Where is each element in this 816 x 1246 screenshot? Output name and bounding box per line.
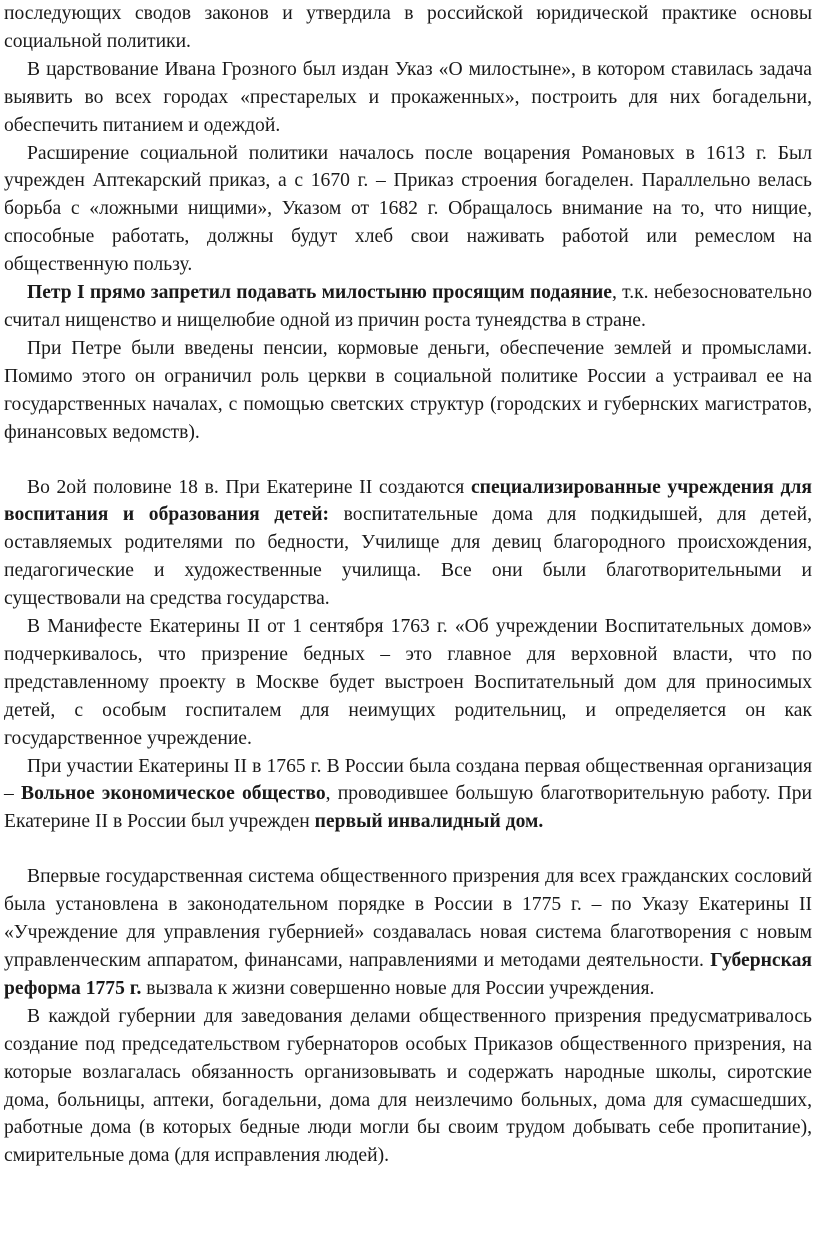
- bold-phrase-society: Вольное экономическое общество: [21, 783, 326, 805]
- paragraph-continuation: последующих сводов законов и утвердила в российской юридической практике основы социальной политики.: [4, 3, 812, 52]
- paragraph-reform-1775: [4, 863, 812, 1003]
- bold-phrase-institutions: специализированные учреждения для воспитания и образования детей:: [4, 476, 812, 526]
- paragraph-reform-start: Впервые государственная система общественного призрения для всех гражданских сословий была установлена в законодательном порядке в России в 1775 г. – по Указу Екатерины II «Учреждение для управления губернией» создавалась новая система благотворения с новым управленческим аппаратом, финансами, направлениями и методами деятельности.: [4, 866, 812, 971]
- paragraph-romanovs: Расширение социальной политики началось после воцарения Романовых в 1613 г. Был учрежден Аптекарский приказ, а с 1670 г. – Приказ строения богаделен. Параллельно велась борьба с «ложными нищими», Указом от 1682 г. Обращалось внимание на то, что нищие, способные работать, должны будут хлеб свои наживать работой или ремеслом на общественную пользу.: [4, 142, 812, 276]
- paragraph-society-mid: , проводившее большую благотворительную работу. При Екатерине II в России был учрежден: [4, 783, 813, 833]
- bold-phrase-peter: Петр I прямо запретил подавать милостыню просящим подаяние: [27, 282, 612, 304]
- paragraph-catherine-start: Во 2ой половине 18 в. При Екатерине II создаются: [27, 476, 471, 498]
- paragraph-catherine-institutions: [4, 474, 812, 614]
- paragraph-gap: [4, 447, 812, 474]
- paragraph-peter-ban: [4, 279, 812, 335]
- paragraph-free-economic-society: [4, 753, 812, 837]
- paragraph-manifesto-1763: В Манифесте Екатерины II от 1 сентября 1763 г. «Об учреждении Воспитательных домов» подчеркивалось, что призрение бедных – это главное для верховной власти, что по представленному проекту в Москве будет выстроен Воспитательный дом для приносимых детей, с особым госпиталем для неимущих родительниц, и определяется он как государственное учреждение.: [4, 616, 812, 749]
- paragraph-public-charity-orders: В каждой губернии для заведования делами общественного призрения предусматривалось создание под председательством губернаторов особых Приказов общественного призрения, на которые возлагалась обязанность организовывать и содержать народные школы, сиротские дома, больницы, аптеки, богадельни, дома для неизлечимо больных, дома для сумасшедших, работные дома (в которых бедные люди могли бы своим трудом добывать себе пропитание), смирительные дома (для исправления людей).: [4, 1005, 812, 1167]
- bold-phrase-invalid-home: первый инвалидный дом.: [314, 811, 544, 833]
- paragraph-gap: [4, 836, 812, 863]
- paragraph-reform-rest: вызвала к жизни совершенно новые для России учреждения.: [141, 977, 655, 999]
- paragraph-peter-rest: , т.к. небезосновательно считал нищенство и нищелюбие одной из причин роста тунеядства в стране.: [4, 282, 812, 331]
- paragraph-society-start: При участии Екатерины II в 1765 г. В России была создана первая общественная организация –: [4, 755, 812, 805]
- paragraph-peter-pensions: При Петре были введены пенсии, кормовые деньги, обеспечение землей и промыслами. Помимо этого он ограничил роль церкви в социальной политике России а устраивал ее на государственных началах, с помощью светских структур (городских и губернских магистратов, финансовых ведомств).: [4, 337, 812, 443]
- paragraph-ivan-grozny: В царствование Ивана Грозного был издан Указ «О милостыне», в котором ставилась задача выявить во всех городах «престарелых и прокаженных», построить для них богадельни, обеспечить питанием и одеждой.: [4, 58, 812, 136]
- bold-phrase-reform: Губернская реформа 1775 г.: [4, 950, 812, 999]
- paragraph-catherine-rest: воспитательные дома для подкидышей, для детей, оставляемых родителями по бедности, Училище для девиц благородного происхождения, педагогические и художественные училища. Все они были благотворительными и существовали на средства государства.: [4, 504, 812, 610]
